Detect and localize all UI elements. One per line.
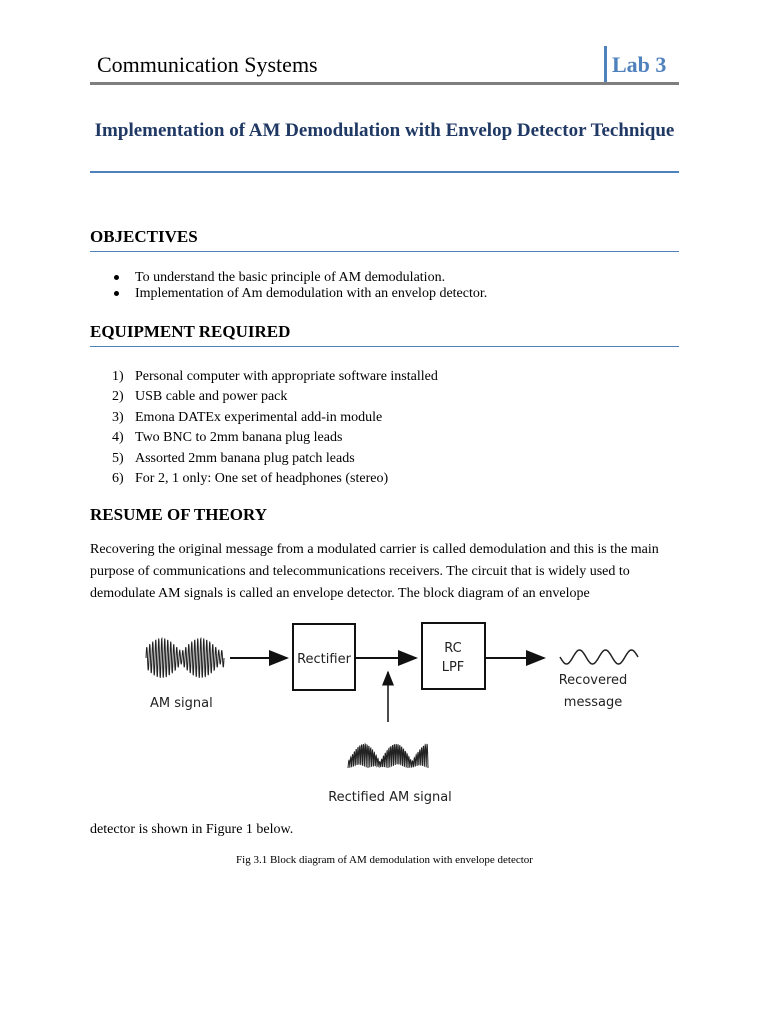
rectified-am-waveform-icon [348, 744, 428, 768]
header-rule [90, 82, 679, 85]
item-text: Assorted 2mm banana plug patch leads [135, 450, 355, 466]
recovered-message-waveform-icon [560, 650, 638, 664]
item-number: 4) [112, 430, 124, 446]
equipment-rule [90, 346, 679, 347]
list-item [108, 270, 487, 286]
theory-paragraph-end: detector is shown in Figure 1 below. [90, 822, 294, 837]
item-text: Emona DATEx experimental add-in module [135, 409, 383, 425]
objectives-rule [90, 251, 679, 252]
list-item [112, 449, 438, 469]
course-title: Communication Systems [97, 52, 318, 77]
list-item [112, 428, 438, 448]
objectives-list [108, 270, 487, 302]
item-number: 2) [112, 389, 124, 405]
list-item [112, 408, 438, 428]
item-text: For 2, 1 only: One set of headphones (stereo) [135, 471, 389, 487]
recovered-label-line2: message [563, 695, 623, 710]
lab-number: Lab 3 [612, 52, 667, 77]
document-title: Implementation of AM Demodulation with Envelop Detector Technique [94, 120, 675, 141]
objectives-heading: OBJECTIVES [90, 227, 198, 246]
am-signal-waveform-icon [146, 638, 224, 677]
theory-paragraph: Recovering the original message from a modulated carrier is called demodulation and this is the main purpose of communications and telecommunications receivers. The circuit that is widely used to demodulate AM signals is called an envelope detector. The block diagram of an envelope [90, 542, 659, 601]
list-item [108, 286, 487, 302]
objective-text: To understand the basic principle of AM demodulation. [135, 270, 446, 285]
theory-heading: RESUME OF THEORY [90, 505, 267, 524]
list-item [112, 387, 438, 407]
title-rule [90, 171, 679, 173]
recovered-label-line1: Recovered [558, 673, 628, 688]
am-signal-label: AM signal [150, 696, 213, 711]
bullet-icon [114, 275, 119, 280]
item-number: 5) [112, 450, 124, 466]
item-number: 1) [112, 369, 124, 384]
lpf-label-lpf: LPF [441, 660, 465, 675]
item-text: USB cable and power pack [135, 389, 288, 405]
equipment-list [112, 367, 438, 489]
list-item [112, 367, 438, 387]
rectified-am-signal-label: Rectified AM signal [328, 790, 452, 805]
bullet-icon [114, 291, 119, 296]
lpf-label-rc: RC [444, 641, 462, 656]
item-text: Two BNC to 2mm banana plug leads [135, 430, 343, 446]
header-divider [604, 46, 607, 84]
block-diagram [130, 612, 660, 812]
equipment-heading: EQUIPMENT REQUIRED [90, 322, 291, 341]
item-text: Personal computer with appropriate software installed [135, 369, 438, 384]
list-item [112, 469, 438, 489]
item-number: 3) [112, 409, 124, 425]
figure-caption: Fig 3.1 Block diagram of AM demodulation with envelope detector [236, 854, 533, 866]
item-number: 6) [112, 471, 124, 487]
rectifier-label: Rectifier [297, 652, 351, 667]
objective-text: Implementation of Am demodulation with an envelop detector. [135, 286, 488, 301]
rc-lpf-block [422, 623, 485, 689]
